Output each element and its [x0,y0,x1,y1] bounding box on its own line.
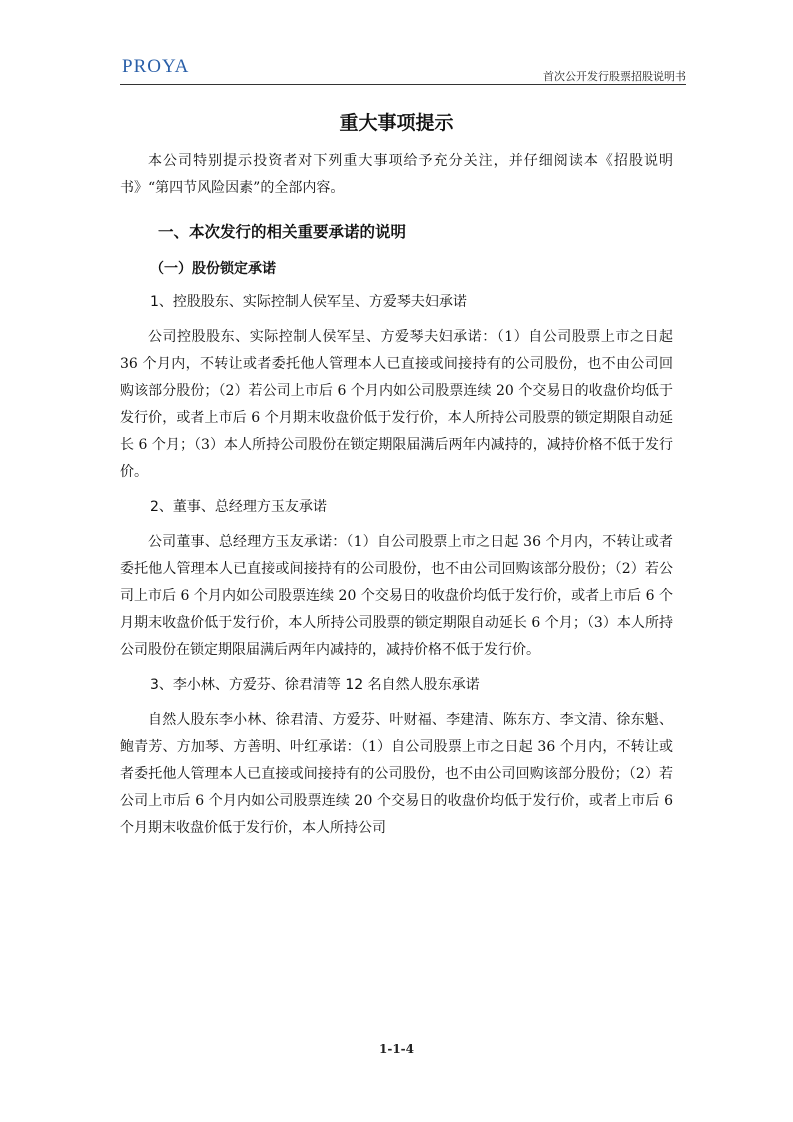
item-paragraph-3: 自然人股东李小林、徐君清、方爱芬、叶财福、李建清、陈东方、李文清、徐东魁、鲍青芳、方加琴、方善明、叶红承诺：（1）自公司股票上市之日起 36 个月内，不转让或者委托他人管理本人已直接或间接持有的公司股份，也不由公司回购该部分股份；（2）若公司上市后 6 个月内如公司股票连续 20 个交易日的收盘价均低于发行价，或者上市后 6 个月期末收盘价低于发行价，本人所持公司 [120,712,673,836]
item-heading-3: 3、李小林、方爱芬、徐君清等 12 名自然人股东承诺 [150,677,480,693]
item-paragraph-1: 公司控股股东、实际控制人侯军呈、方爱琴夫妇承诺：（1）自公司股票上市之日起 36 个月内，不转让或者委托他人管理本人已直接或间接持有的公司股份，也不由公司回购该部分股份；（2）若公司上市后 6 个月内如公司股票连续 20 个交易日的收盘价均低于发行价，或者上市后 6 个月期末收盘价低于发行价，本人所持公司股票的锁定期限自动延长 6 个月；（3）本人所持公司股份在锁定期限届满后两年内减持的，减持价格不低于发行价。 [120,329,673,480]
proya-logo: PROYA [122,56,190,77]
intro-paragraph: 本公司特别提示投资者对下列重大事项给予充分关注，并仔细阅读本《招股说明书》“第四节风险因素”的全部内容。 [120,153,673,196]
header-title: 首次公开发行股票招股说明书 [543,70,686,83]
section-heading-1: 一、本次发行的相关重要承诺的说明 [158,223,407,241]
item-heading-1: 1、控股股东、实际控制人侯军呈、方爱琴夫妇承诺 [150,294,467,310]
document-body [120,100,673,842]
page-header [120,52,686,86]
header-divider [120,84,686,85]
item-paragraph-2: 公司董事、总经理方玉友承诺：（1）自公司股票上市之日起 36 个月内，不转让或者委托他人管理本人已直接或间接持有的公司股份，也不由公司回购该部分股份；（2）若公司上市后 6 个月内如公司股票连续 20 个交易日的收盘价均低于发行价，或者上市后 6 个月期末收盘价低于发行价，本人所持公司股票的锁定期限自动延长 6 个月；（3）本人所持公司股份在锁定期限届满后两年内减持的，减持价格不低于发行价。 [120,534,673,658]
subsection-heading-lockup: （一）股份锁定承诺 [150,261,276,277]
item-heading-2: 2、董事、总经理方玉友承诺 [150,499,327,515]
page-number: 1-1-4 [378,1042,414,1056]
document-title: 重大事项提示 [339,112,454,134]
